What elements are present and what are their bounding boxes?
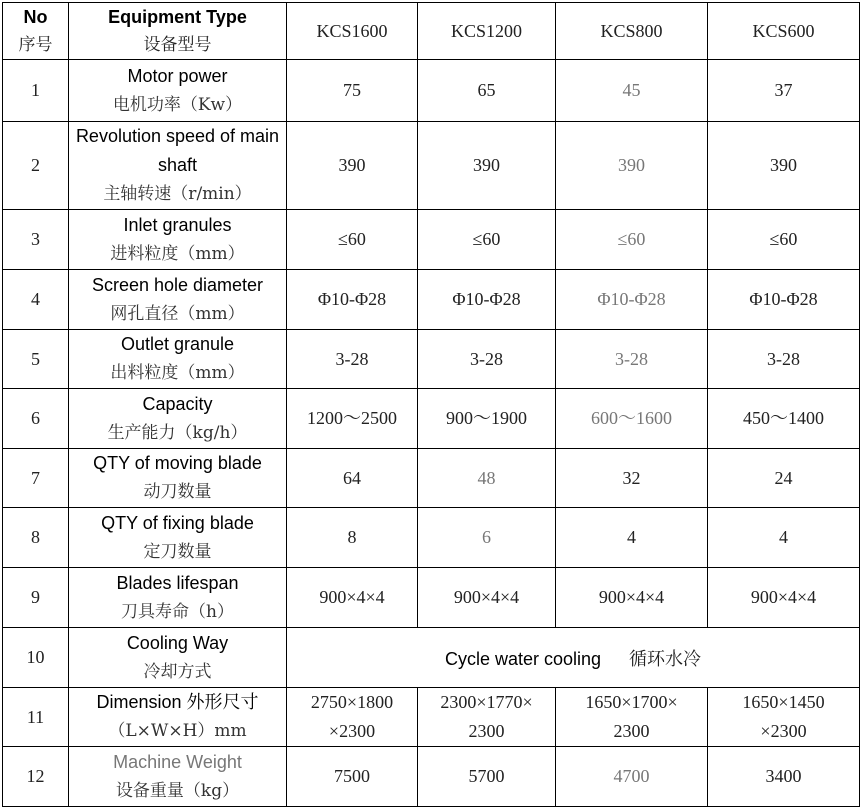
cooling-value: Cycle water cooling xyxy=(444,648,602,669)
spec-value: 390 xyxy=(618,155,645,175)
header-type-label: Equipment Type xyxy=(108,7,247,27)
parameter-cell xyxy=(69,389,287,449)
parameter-name-cn: 进料粒度（mm） xyxy=(110,243,245,264)
weight-row xyxy=(3,747,860,807)
parameter-name: QTY of moving blade xyxy=(93,453,262,473)
dimension-value-line: ×2300 xyxy=(328,721,376,741)
spec-value: 45 xyxy=(622,80,641,100)
row-number: 12 xyxy=(26,766,45,786)
row-number: 5 xyxy=(31,348,40,369)
parameter-cell xyxy=(69,60,287,122)
value-cell xyxy=(287,60,418,122)
model-header-cell xyxy=(287,3,418,60)
spec-value: 8 xyxy=(347,527,357,547)
dimension-value-cell xyxy=(556,688,708,747)
spec-value: 3-28 xyxy=(470,348,503,369)
spec-value: 3-28 xyxy=(615,348,648,369)
spec-value: 6 xyxy=(482,527,491,547)
model-name: KCS1600 xyxy=(316,20,388,41)
equipment-spec-table xyxy=(2,2,860,807)
parameter-cell xyxy=(69,508,287,568)
table-body xyxy=(3,3,860,807)
dimension-value-line: 2300×1770× xyxy=(440,692,533,712)
value-cell xyxy=(556,449,708,508)
value-cell xyxy=(418,568,556,628)
spec-value: 900×4×4 xyxy=(750,587,817,607)
table-row xyxy=(3,330,860,389)
row-number-cell xyxy=(3,747,69,807)
value-cell xyxy=(708,747,860,807)
row-number-cell xyxy=(3,270,69,330)
value-cell xyxy=(287,330,418,389)
value-cell xyxy=(287,270,418,330)
parameter-cell xyxy=(69,628,287,688)
spec-value: 4 xyxy=(779,527,788,547)
table-row xyxy=(3,60,860,122)
model-header-cell xyxy=(556,3,708,60)
value-cell xyxy=(418,389,556,449)
spec-value: 4 xyxy=(627,527,636,547)
parameter-name: Motor power xyxy=(127,65,228,86)
parameter-cell xyxy=(69,122,287,210)
spec-value: 900～1900 xyxy=(446,408,527,428)
value-cell xyxy=(556,210,708,270)
spec-value: 48 xyxy=(477,467,496,488)
value-cell xyxy=(556,60,708,122)
dimension-value-line: 1650×1700× xyxy=(585,692,678,712)
value-cell xyxy=(287,568,418,628)
model-header-cell xyxy=(708,3,860,60)
table-row xyxy=(3,122,860,210)
value-cell xyxy=(556,508,708,568)
spec-value: 37 xyxy=(774,80,793,100)
parameter-name: QTY of fixing blade xyxy=(101,512,254,533)
parameter-name-cn: 出料粒度（mm） xyxy=(110,363,245,383)
parameter-name-cn: 网孔直径（mm） xyxy=(110,303,245,324)
spec-value: Φ10-Φ28 xyxy=(452,289,521,309)
spec-value: 390 xyxy=(338,155,366,175)
spec-value: ≤60 xyxy=(769,229,798,249)
value-cell xyxy=(418,60,556,122)
value-cell xyxy=(287,508,418,568)
row-number: 7 xyxy=(31,467,40,488)
row-number: 4 xyxy=(31,289,40,309)
header-row xyxy=(3,3,860,60)
spec-value: 900×4×4 xyxy=(319,587,385,607)
row-number: 11 xyxy=(26,706,45,727)
table-row xyxy=(3,389,860,449)
parameter-name-cn: 定刀数量 xyxy=(143,541,212,562)
value-cell xyxy=(418,330,556,389)
row-number-cell xyxy=(3,330,69,389)
spec-value: ≤60 xyxy=(472,229,501,249)
spec-value: 3-28 xyxy=(335,348,369,369)
parameter-name-cn: 动刀数量 xyxy=(143,482,212,502)
value-cell xyxy=(708,60,860,122)
model-name: KCS800 xyxy=(600,20,663,41)
cooling-row xyxy=(3,628,860,688)
parameter-name: Outlet granule xyxy=(120,334,235,354)
value-cell xyxy=(556,568,708,628)
dimension-row xyxy=(3,688,860,747)
spec-value: 3-28 xyxy=(767,348,800,369)
value-cell xyxy=(708,270,860,330)
spec-value: ≤60 xyxy=(338,229,366,249)
value-cell xyxy=(708,122,860,210)
value-cell xyxy=(287,389,418,449)
value-cell xyxy=(708,389,860,449)
spec-value: 1200～2500 xyxy=(307,408,397,428)
row-number-cell xyxy=(3,449,69,508)
value-cell xyxy=(418,270,556,330)
row-number-cell xyxy=(3,60,69,122)
table-row xyxy=(3,568,860,628)
spec-value: 5700 xyxy=(468,766,505,786)
parameter-cell xyxy=(69,270,287,330)
dimension-value-line: 1650×1450 xyxy=(742,692,825,712)
parameter-cell xyxy=(69,449,287,508)
spec-value: 4700 xyxy=(613,766,650,786)
parameter-cell xyxy=(69,688,287,747)
spec-value: 900×4×4 xyxy=(453,587,520,607)
table-row xyxy=(3,508,860,568)
spec-value: 64 xyxy=(343,467,361,488)
spec-value: 900×4×4 xyxy=(598,587,665,607)
parameter-name-cn: 生产能力（kg/h） xyxy=(107,422,248,443)
spec-value: 75 xyxy=(343,80,361,100)
parameter-cell xyxy=(69,747,287,807)
header-no-label-cn: 序号 xyxy=(18,35,53,55)
dimension-value-cell xyxy=(708,688,860,747)
spec-value: ≤60 xyxy=(617,229,646,249)
row-number: 3 xyxy=(31,229,40,249)
cooling-value-cn: 循环水冷 xyxy=(629,648,702,670)
dimension-value-cell xyxy=(287,688,418,747)
value-cell xyxy=(418,747,556,807)
row-number: 2 xyxy=(31,155,40,175)
value-cell xyxy=(708,210,860,270)
spec-value: 450～1400 xyxy=(743,408,824,428)
spec-value: 3400 xyxy=(765,766,802,786)
parameter-name: Dimension 外形尺寸 xyxy=(96,692,259,712)
row-number-cell xyxy=(3,210,69,270)
dimension-value-line: 2750×1800 xyxy=(310,692,394,712)
value-cell xyxy=(708,568,860,628)
parameter-name: Screen hole diameter xyxy=(91,274,264,295)
value-cell xyxy=(418,449,556,508)
parameter-name: Revolution speed of main shaft xyxy=(75,126,280,175)
spec-value: 600～1600 xyxy=(591,408,672,428)
value-cell xyxy=(556,270,708,330)
spec-value: Φ10-Φ28 xyxy=(749,289,818,309)
header-type-cell xyxy=(69,3,287,60)
parameter-name-cn: 刀具寿命（h） xyxy=(121,601,234,622)
value-cell xyxy=(418,508,556,568)
dimension-value-line: ×2300 xyxy=(760,721,807,741)
row-number: 9 xyxy=(31,587,40,607)
value-cell xyxy=(708,508,860,568)
spec-value: Φ10-Φ28 xyxy=(317,289,387,309)
parameter-cell xyxy=(69,210,287,270)
parameter-cell xyxy=(69,568,287,628)
parameter-name: Cooling Way xyxy=(126,632,229,653)
model-name: KCS600 xyxy=(752,20,815,41)
value-cell xyxy=(418,122,556,210)
value-cell xyxy=(287,747,418,807)
spec-value: 390 xyxy=(770,155,797,175)
parameter-name-cn: 电机功率（Kw） xyxy=(112,94,243,115)
parameter-cell xyxy=(69,330,287,389)
value-cell xyxy=(556,330,708,389)
value-cell xyxy=(556,389,708,449)
row-number-cell xyxy=(3,568,69,628)
table-row xyxy=(3,270,860,330)
spec-value: 7500 xyxy=(334,766,370,786)
header-no-label: No xyxy=(23,7,48,27)
row-number: 1 xyxy=(31,80,40,100)
dimension-value-line: 2300 xyxy=(613,721,650,741)
header-no-cell xyxy=(3,3,69,60)
row-number-cell xyxy=(3,628,69,688)
table-row xyxy=(3,210,860,270)
parameter-name-cn: 设备重量（kg） xyxy=(115,780,240,801)
spec-value: 390 xyxy=(473,155,500,175)
parameter-name-cn: （L×W×H）mm xyxy=(108,721,247,741)
row-number: 6 xyxy=(31,408,40,428)
table-row xyxy=(3,449,860,508)
row-number-cell xyxy=(3,389,69,449)
row-number-cell xyxy=(3,688,69,747)
row-number-cell xyxy=(3,122,69,210)
spec-value: 24 xyxy=(774,467,793,488)
value-cell xyxy=(708,449,860,508)
parameter-name: Machine Weight xyxy=(113,751,242,772)
value-cell xyxy=(708,330,860,389)
spec-value: 65 xyxy=(477,80,496,100)
spec-value: Φ10-Φ28 xyxy=(597,289,666,309)
cooling-value-cell xyxy=(287,628,860,688)
value-cell xyxy=(287,122,418,210)
model-header-cell xyxy=(418,3,556,60)
value-cell xyxy=(556,747,708,807)
parameter-name: Blades lifespan xyxy=(116,572,239,593)
dimension-value-line: 2300 xyxy=(468,721,505,741)
parameter-name: Capacity xyxy=(142,393,213,414)
dimension-value-cell xyxy=(418,688,556,747)
row-number-cell xyxy=(3,508,69,568)
row-number: 8 xyxy=(31,527,40,547)
value-cell xyxy=(556,122,708,210)
value-cell xyxy=(287,210,418,270)
parameter-name-cn: 主轴转速（r/min） xyxy=(103,184,252,204)
spec-value: 32 xyxy=(622,467,641,488)
value-cell xyxy=(287,449,418,508)
parameter-name-cn: 冷却方式 xyxy=(143,661,212,682)
model-name: KCS1200 xyxy=(450,20,522,41)
value-cell xyxy=(418,210,556,270)
header-type-label-cn: 设备型号 xyxy=(143,35,212,55)
parameter-name: Inlet granules xyxy=(123,214,232,235)
row-number: 10 xyxy=(26,647,45,667)
